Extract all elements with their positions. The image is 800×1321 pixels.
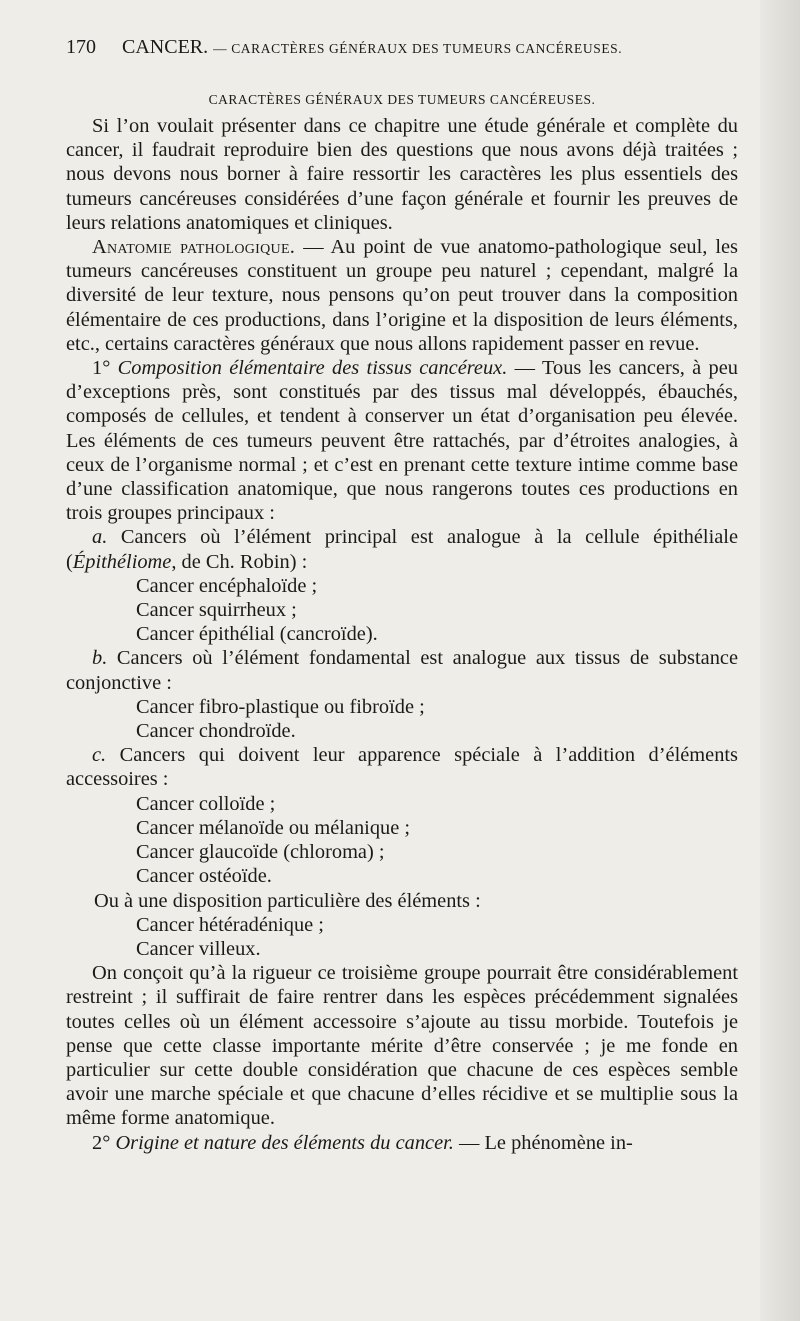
list-item: Cancer fibro-plastique ou fibroïde ;	[136, 695, 425, 718]
group-b-text: Cancers où l’élément fondamental est analogue aux tissus de substance conjonctive :	[66, 647, 738, 694]
list-item: Cancer chondroïde.	[136, 720, 296, 743]
running-title: CANCER.	[122, 36, 209, 58]
group-c-text: Cancers qui doivent leur apparence spéciale à l’addition d’éléments accessoires :	[66, 744, 738, 791]
origine-text: — Le phénomène in-	[453, 1131, 633, 1154]
paragraph-anatomie	[66, 235, 738, 356]
group-a-tail: , de Ch. Robin) :	[171, 550, 308, 573]
origine-heading: Origine et nature des éléments du cancer.	[115, 1131, 454, 1154]
anatomie-text: — Au point de vue anatomo-pathologique seul, les tumeurs cancéreuses constituent un groupe peu naturel ; cependant, malgré la diversité de leur texture, nous pensons qu’on peut trouver dans la composition élémentaire de ces productions, dans l’origine et la disposition de leurs éléments, etc., certains caractères généraux que nous allons rapidement passer en revue.	[66, 236, 738, 355]
origine-number: 2°	[92, 1131, 116, 1154]
section-title: CARACTÈRES GÉNÉRAUX DES TUMEURS CANCÉREUSES.	[208, 92, 596, 107]
list-item: Cancer mélanoïde ou mélanique ;	[136, 816, 411, 839]
composition-text: — Tous les cancers, à peu d’exceptions près, sont constitués par des tissus mal développés, ébauchés, composés de cellules, et tendent à conserver un état d’organisation peu élevée. Les éléments de ces tumeurs peuvent être rattachés, par d’étroites analogies, à ceux de l’organisme normal ; et c’est en prenant cette texture intime comme base d’une classification anatomique, que nous rangerons toutes ces productions en trois groupes principaux :	[66, 357, 738, 525]
page-number: 170	[66, 36, 96, 58]
list-item: Cancer squirrheux ;	[136, 599, 297, 622]
group-c	[66, 743, 738, 791]
group-a-letter: a.	[92, 526, 108, 549]
paragraph-intro: Si l’on voulait présenter dans ce chapitre une étude générale et complète du cancer, il faudrait reproduire bien des questions que nous avons déjà traitées ; nous devons nous borner à faire ressortir les caractères les plus essentiels des tumeurs cancéreuses considérées d’une façon générale et fournir les preuves de leurs relations anatomiques et cliniques.	[66, 115, 738, 234]
composition-number: 1°	[92, 357, 118, 380]
list-item: Cancer hétéradénique ;	[136, 913, 324, 936]
group-a-text: Cancers où l’élément principal est analogue à la cellule épithéliale (	[66, 526, 738, 573]
paragraph-origine	[66, 1131, 738, 1155]
group-b-letter: b.	[92, 647, 108, 670]
group-a-italic: Épithéliome	[72, 550, 172, 573]
list-item: Cancer villeux.	[136, 937, 261, 960]
paragraph-conclusion: On conçoit qu’à la rigueur ce troisième groupe pourrait être considérablement restreint ; il suffirait de faire rentrer dans les espèces précédemment signalées toutes celles où un élément accessoire s’ajoute au tissu morbide. Toutefois je pense que cette classe importante mérite d’être conservée ; je me fonde en particulier sur cette double considération que chacune de ces espèces semble avoir une marche spéciale et que chacune d’elles récidive et se multiplie sous la même forme anatomique.	[66, 962, 738, 1130]
list-item: Cancer colloïde ;	[136, 792, 276, 815]
list-item: Cancer épithélial (cancroïde).	[136, 623, 378, 646]
composition-heading: Composition élémentaire des tissus cancéreux.	[117, 357, 508, 380]
group-b	[66, 646, 738, 694]
running-header	[66, 36, 738, 66]
group-c-letter: c.	[92, 744, 107, 767]
page-text	[66, 36, 738, 1155]
list-item: Cancer encéphaloïde ;	[136, 574, 318, 597]
body-text	[66, 114, 738, 1155]
list-item: Cancer ostéoïde.	[136, 865, 272, 888]
disposition-intro: Ou à une disposition particulière des éléments :	[94, 889, 481, 912]
page-edge-shadow	[760, 0, 800, 1321]
anatomie-heading: Anatomie pathologique.	[92, 236, 296, 259]
running-subtitle: — CARACTÈRES GÉNÉRAUX DES TUMEURS CANCÉREUSES.	[213, 41, 623, 56]
group-a	[66, 525, 738, 573]
list-item: Cancer glaucoïde (chloroma) ;	[136, 841, 385, 864]
paragraph-composition	[66, 356, 738, 525]
